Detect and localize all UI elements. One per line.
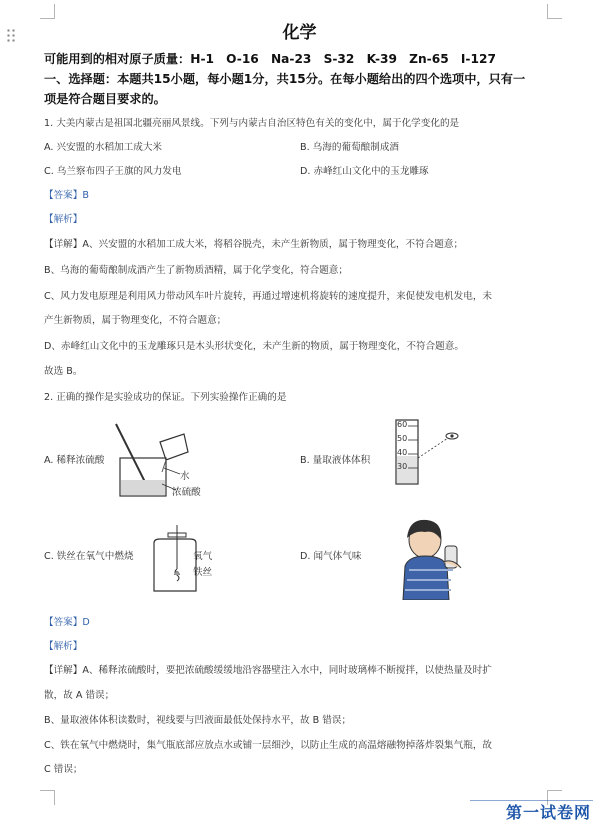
- q2-option-c: C. 铁丝在氧气中燃烧: [44, 551, 134, 562]
- section-instruction-line2: 项是符合题目要求的。: [44, 92, 166, 106]
- q1-detail-4: D、赤峰红山文化中的玉龙雕琢只是木头形状变化，未产生新的物质，属于物理变化，不符合题意。: [44, 341, 464, 352]
- watermark: 第一试卷网: [505, 803, 591, 822]
- q2-detail-3b: C 错误；: [44, 764, 83, 775]
- section-instruction-line1: 一、选择题：本题共15小题，每小题1分，共15分。在每小题给出的四个选项中，只有一: [44, 72, 526, 86]
- q2-detail-3a: C、铁在氧气中燃烧时，集气瓶底部应放点水或铺一层细沙，以防止生成的高温熔融物掉落炸裂集气瓶，故: [44, 740, 493, 751]
- q2-option-a: A. 稀释浓硫酸: [44, 455, 105, 466]
- q2-option-b: B. 量取液体体积: [300, 455, 371, 466]
- crop-mark-top-left: [40, 4, 55, 19]
- q2-analysis-label: 【解析】: [44, 641, 83, 652]
- fig-b-tick-60: 60: [397, 420, 408, 429]
- q1-answer: 【答案】B: [44, 190, 89, 201]
- crop-mark-top-right: [547, 4, 562, 19]
- fig-a-label-acid: 浓硫酸: [172, 487, 201, 498]
- q1-conclusion: 故选 B。: [44, 366, 83, 377]
- smelling-figure: [395, 510, 467, 600]
- fig-b-tick-30: 30: [397, 462, 408, 471]
- q1-detail-2: B、乌海的葡萄酿制成酒产生了新物质酒精，属于化学变化，符合题意；: [44, 265, 348, 276]
- q1-option-a: A. 兴安盟的水稻加工成大米: [44, 142, 163, 153]
- atomic-mass-line: 可能用到的相对原子质量：H-1 O-16 Na-23 S-32 K-39 Zn-65 I-127: [44, 52, 496, 66]
- fig-b-tick-40: 40: [397, 448, 408, 457]
- q2-detail-1a: 【详解】A、稀释浓硫酸时，要把浓硫酸缓缓地沿容器壁注入水中，同时玻璃棒不断搅拌，以使热量及时扩: [44, 665, 492, 676]
- q2-option-d: D. 闻气体气味: [300, 551, 362, 562]
- fig-a-label-water: 水: [180, 471, 190, 482]
- q1-detail-1: 【详解】A、兴安盟的水稻加工成大米，将稻谷脱壳，未产生新物质，属于物理变化，不符合题意；: [44, 239, 464, 250]
- page-title: 化学: [282, 23, 317, 43]
- crop-mark-bottom-left: [40, 790, 55, 805]
- q1-option-b: B. 乌海的葡萄酿制成酒: [300, 142, 400, 153]
- q2-answer: 【答案】D: [44, 617, 90, 628]
- q2-detail-1b: 散，故 A 错误；: [44, 690, 115, 701]
- q1-stem: 1. 大美内蒙古是祖国北疆亮丽风景线。下列与内蒙古自治区特色有关的变化中，属于化学变化的是: [44, 118, 460, 129]
- fig-b-tick-50: 50: [397, 434, 408, 443]
- q1-detail-3b: 产生新物质，属于物理变化，不符合题意；: [44, 315, 227, 326]
- fig-c-label-iron-wire: 铁丝: [193, 567, 213, 578]
- q1-detail-3a: C、风力发电原理是利用风力带动风车叶片旋转，再通过增速机将旋转的速度提升，来促使发电机发电，未: [44, 291, 493, 302]
- dilution-figure: [110, 422, 220, 502]
- q1-option-d: D. 赤峰红山文化中的玉龙雕琢: [300, 166, 429, 177]
- q2-stem: 2. 正确的操作是实验成功的保证。下列实验操作正确的是: [44, 392, 287, 403]
- q1-option-c: C. 乌兰察布四子王旗的风力发电: [44, 166, 182, 177]
- q2-detail-2: B、量取液体体积读数时，视线要与凹液面最低处保持水平，故 B 错误；: [44, 715, 352, 726]
- fig-c-label-oxygen: 氧气: [193, 551, 213, 562]
- q1-analysis-label: 【解析】: [44, 214, 83, 225]
